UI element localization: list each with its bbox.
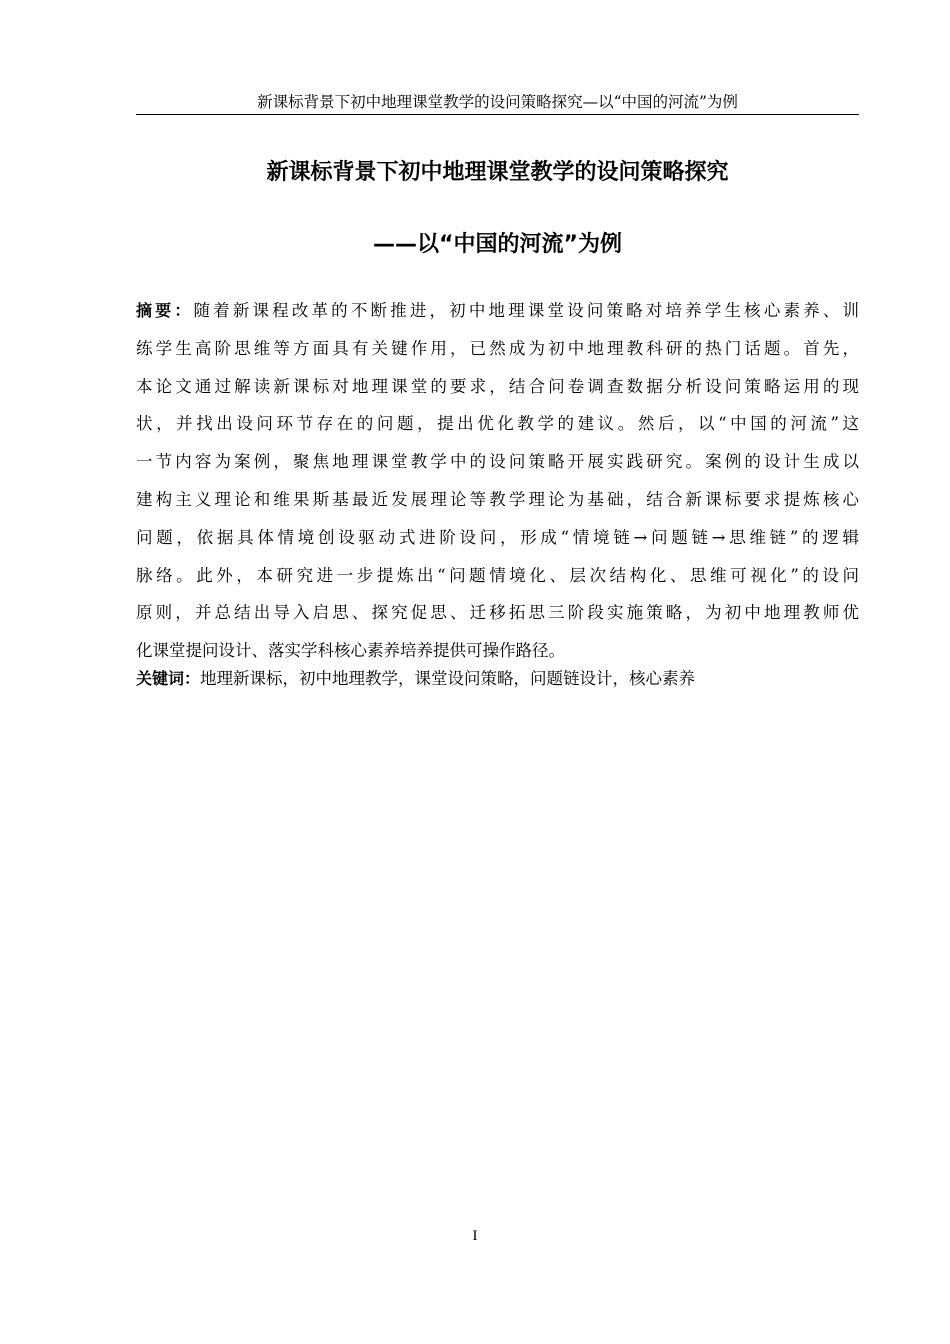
abstract-line: 一节内容为案例，聚焦地理课堂教学中的设问策略开展实践研究。案例的设计生成以	[136, 452, 859, 472]
abstract-line: 建构主义理论和维果斯基最近发展理论等教学理论为基础，结合新课标要求提炼核心	[136, 489, 859, 509]
abstract-line: 脉络。此外，本研究进一步提炼出“问题情境化、层次结构化、思维可视化”的设问	[136, 565, 859, 585]
abstract-line: 练学生高阶思维等方面具有关键作用，已然成为初中地理教科研的热门话题。首先，	[136, 338, 859, 358]
abstract-line: 本论文通过解读新课标对地理课堂的要求，结合问卷调查数据分析设问策略运用的现	[136, 376, 859, 396]
abstract-line: 问题，依据具体情境创设驱动式进阶设问，形成“情境链→问题链→思维链”的逻辑	[136, 527, 859, 547]
paper-title: 新课标背景下初中地理课堂教学的设问策略探究	[266, 160, 729, 185]
keywords-text: 地理新课标，初中地理教学，课堂设问策略，问题链设计，核心素养	[200, 669, 696, 688]
abstract-line-text: 随着新课程改革的不断推进，初中地理课堂设问策略对培养学生核心素养、训	[193, 301, 859, 320]
page-number: I	[472, 1228, 478, 1244]
abstract-label: 摘要：	[136, 301, 194, 320]
abstract-line: 状，并找出设问环节存在的问题，提出优化教学的建议。然后，以“中国的河流”这	[136, 414, 859, 434]
paper-subtitle: ——以“中国的河流”为例	[373, 232, 622, 257]
abstract-line: 原则，并总结出导入启思、探究促思、迁移拓思三阶段实施策略，为初中地理教师优	[136, 603, 859, 623]
abstract-line: 化课堂提问设计、落实学科核心素养培养提供可操作路径。	[136, 641, 565, 661]
abstract-line	[136, 292, 859, 330]
abstract	[136, 292, 859, 670]
keywords-label: 关键词：	[136, 669, 201, 688]
keywords	[136, 660, 859, 698]
running-header: 新课标背景下初中地理课堂教学的设问策略探究—以“中国的河流”为例	[136, 90, 859, 115]
